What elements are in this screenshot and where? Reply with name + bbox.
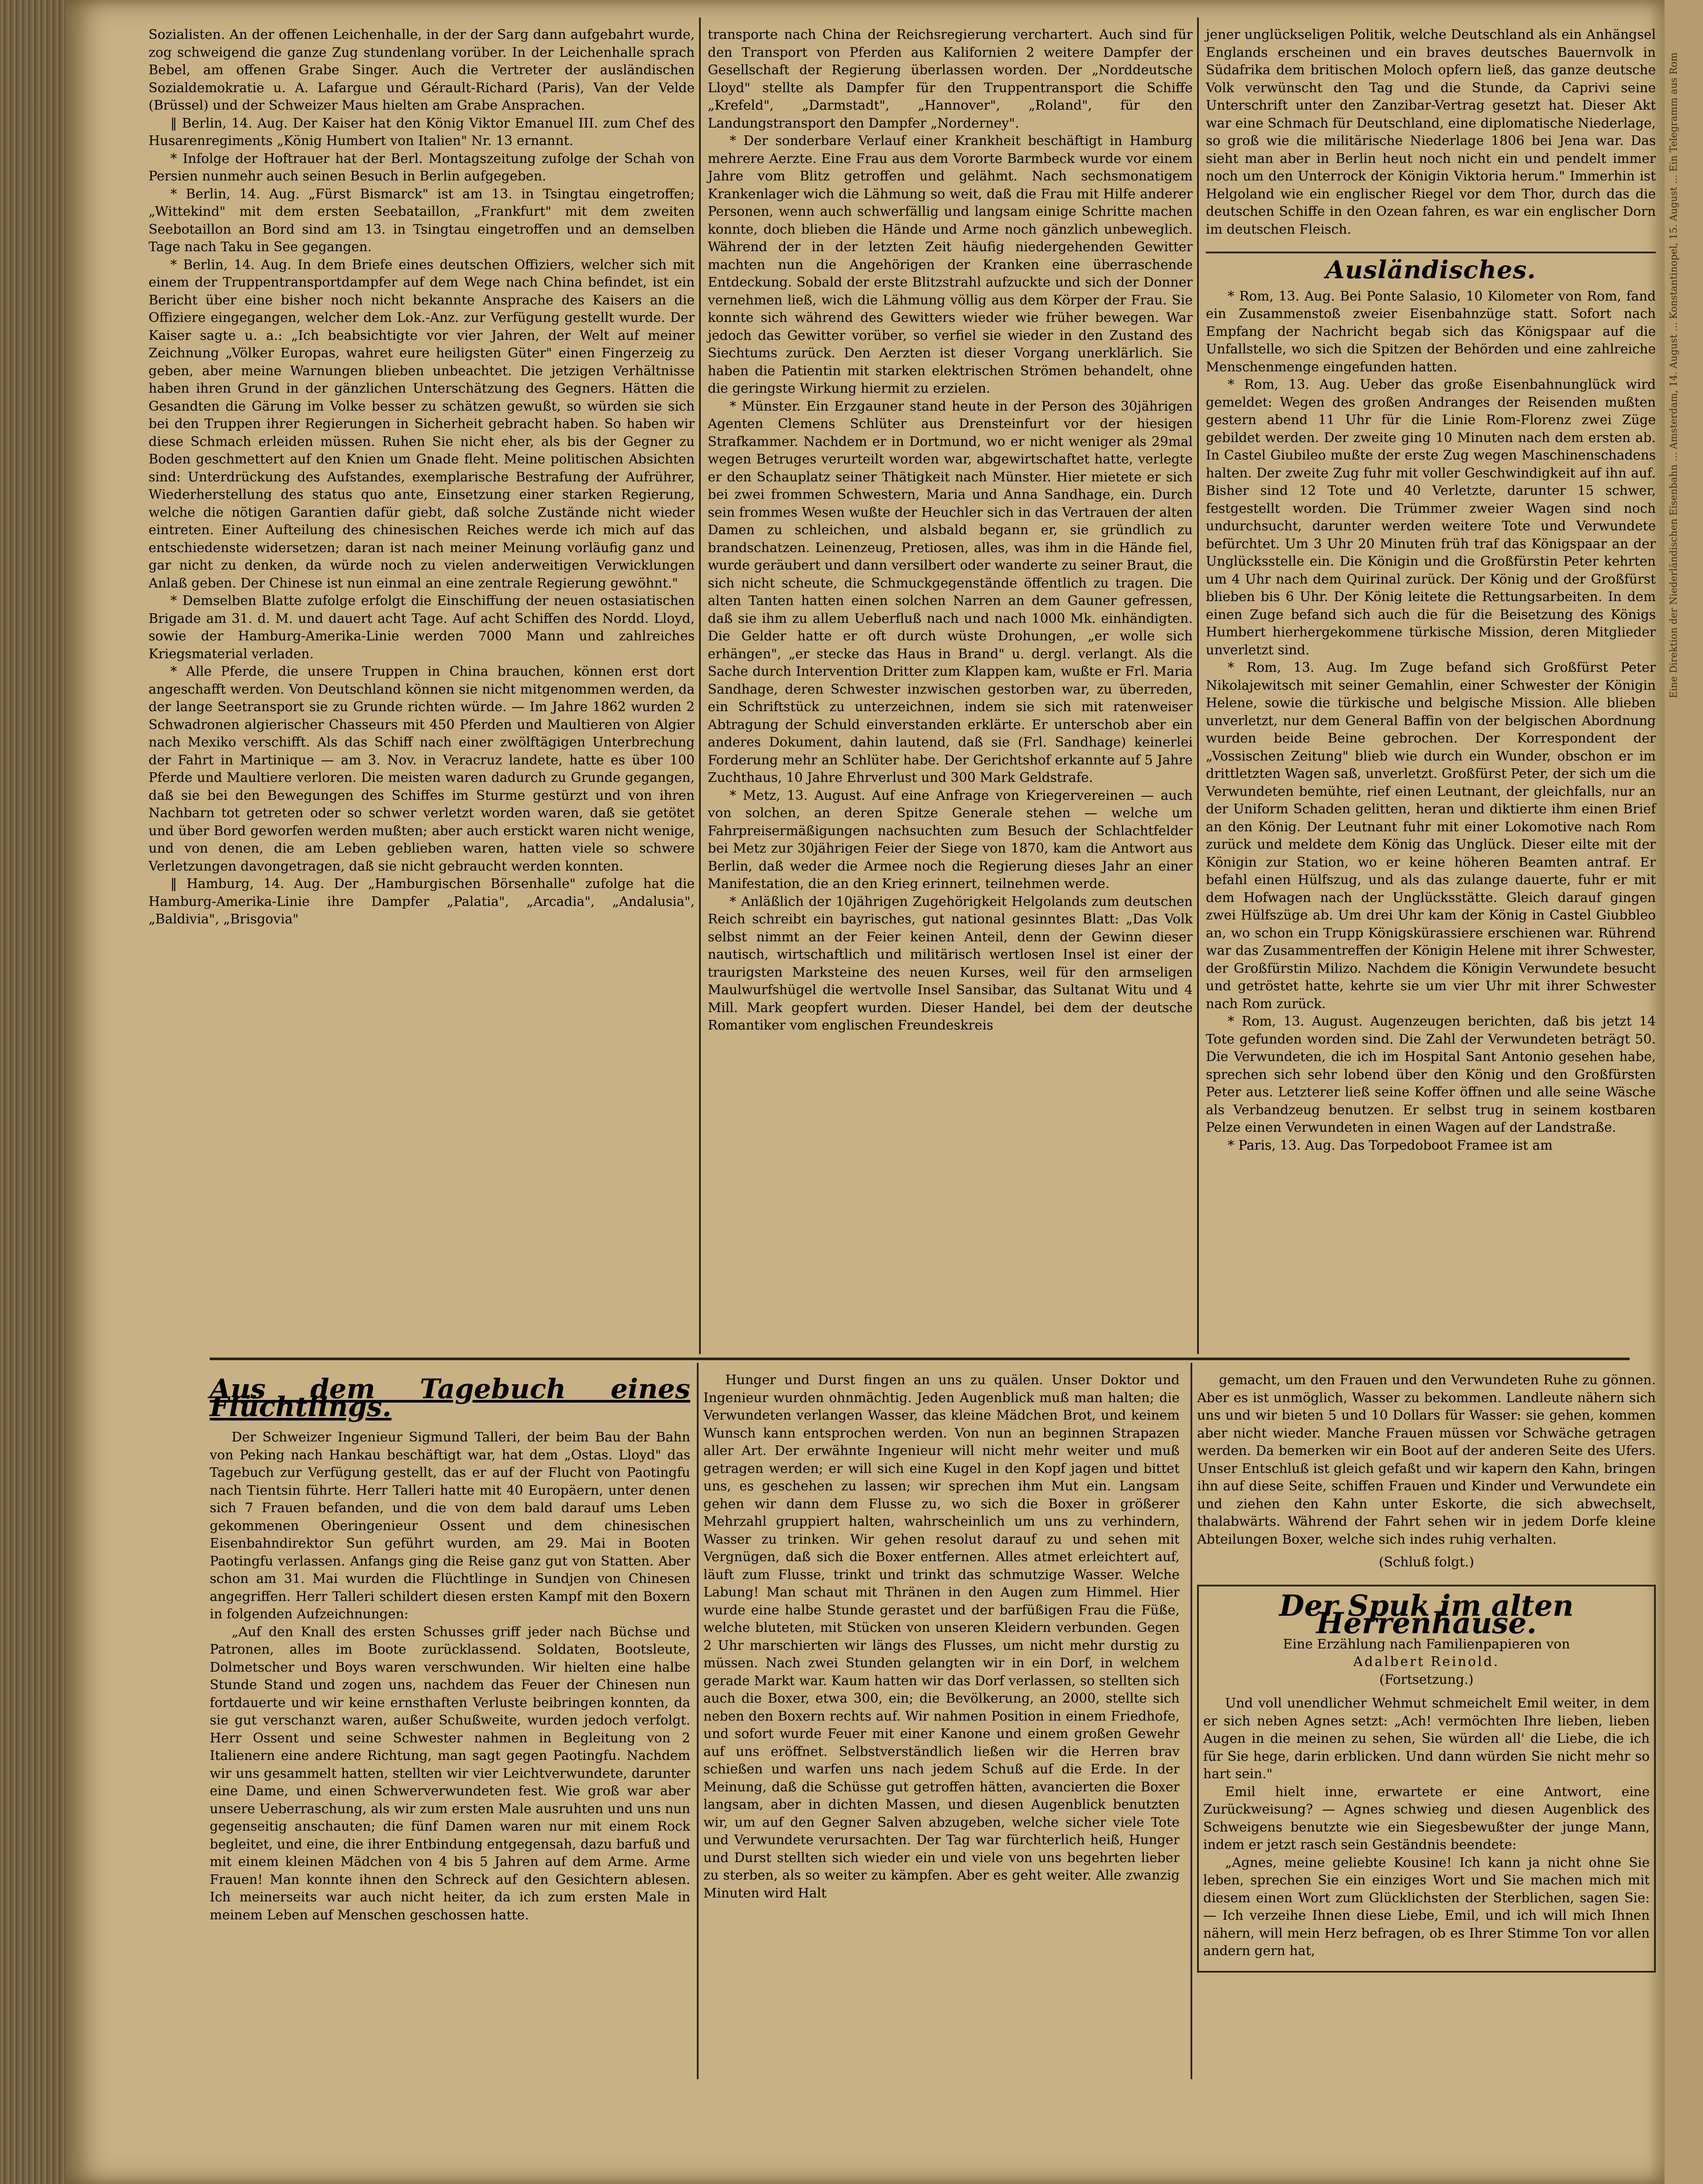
feuilleton-paragraph: gemacht, um den Frauen und den Verwundeten Ruhe zu gönnen. Aber es ist unmöglich, Wasser zu bekommen. Landleute nähern sich uns und wir bieten 5 und 10 Dollars für Wasser: sie gehen, kommen aber nicht wieder. Manche Frauen müssen vor Schwäche getragen werden. Da bemerken wir ein Boot auf der anderen Seite des Ufers. Unser Entschluß ist gleich gefaßt und wir kapern den Kahn, bringen ihn auf diese Seite, schiffen Frauen und Kinder und Verwundete ein und ziehen den Kahn unter Eskorte, die sich abwechselt, thalabwärts. Während der Fahrt sehen wir in jedem Dorfe kleine Abteilungen Boxer, welche sich indes ruhig verhalten. [1197, 1372, 1656, 1547]
news-column-2 [708, 26, 1193, 1035]
news-item: * Berlin, 14. Aug. „Fürst Bismarck" ist am 13. in Tsingtau eingetroffen; „Wittekind" mit dem ersten Seebataillon, „Frankfurt" mit dem zweiten Seebotaillon an Bord sind am 13. in Tsingtau eingetroffen und an demselben Tage nach Taku in See gegangen. [149, 186, 695, 255]
column-rule-4 [1191, 1363, 1192, 2079]
news-column-1 [149, 26, 695, 929]
adjacent-page-text: Eine Direktion der Niederländischen Eisenbahn ... Amsterdam, 14. August ... Konstantinopel, 15. August ... Ein Telegramm aus Rom [1668, 52, 1679, 698]
news-item: * Anläßlich der 10jährigen Zugehörigkeit Helgolands zum deutschen Reich schreibt ein bayrisches, gut national gesinntes Blatt: „Das Volk selbst nimmt an der Feier keinen Anteil, denn der Gewinn dieser nautisch, wirtschaftlich und militärisch wertlosen Insel ist einer der traurigsten Marksteine des neuen Kurses, weil für den armseligen Maulwurfshügel die wertvolle Insel Sansibar, das Sultanat Witu und 4 Mill. Mark geopfert wurden. Dieser Handel, bei dem der deutsche Romantiker vom englischen Freundeskreis [708, 894, 1193, 1033]
story-box [1197, 1585, 1656, 1973]
story-paragraph: „Agnes, meine geliebte Kousine! Ich kann ja nicht ohne Sie leben, sprechen Sie ein einziges Wort und Sie machen mich mit diesem einen Wort zum Glücklichsten der Sterblichen, sagen Sie: — Ich verzeihe Ihnen diese Liebe, Emil, und ich will mich Ihnen nähern, will mein Herz befragen, ob es Ihrer Stimme Ton vor allen andern gern hat, [1203, 1855, 1650, 1959]
news-item: Sozialisten. An der offenen Leichenhalle, in der der Sarg dann aufgebahrt wurde, zog schweigend die ganze Zug stundenlang vorüber. In der Leichenhalle sprach Bebel, am offenen Grabe Singer. Auch die Vertreter der ausländischen Sozialdemokratie u. A. Lafargue und Gérault-Richard (Paris), Van der Velde (Brüssel) und der Schweizer Maus hielten am Grabe Ansprachen. [149, 27, 695, 113]
news-item: ‖ Hamburg, 14. Aug. Der „Hamburgischen Börsenhalle" zufolge hat die Hamburg-Amerika-Linie ihre Dampfer „Palatia", „Arcadia", „Andalusia", „Baldivia", „Brisgovia" [149, 876, 695, 927]
news-item: * Berlin, 14. Aug. In dem Briefe eines deutschen Offiziers, welcher sich mit einem der Truppentransportdampfer auf dem Wege nach China befindet, ist ein Bericht über eine bisher noch nicht bekannte Ansprache des Kaisers an die Offiziere eingegangen, welcher dem Lok.-Anz. zur Verfügung gestellt wurde. Der Kaiser sagte u. a.: „Ich beabsichtigte vor vier Jahren, der Welt auf meiner Zeichnung „Völker Europas, wahret eure heiligsten Güter" einen Fingerzeig zu geben, aber meine Warnungen blieben unbeachtet. Die jetzigen Verhältnisse haben ihren Grund in der gänzlichen Unterschätzung des Gegners. Hätten die Gesandten die Gärung im Volke besser zu schätzen gewußt, so würden sie sich bei den Truppen ihrer Regierungen in Sicherheit gebracht haben. So haben wir diese Schmach erleiden müssen. Ruhen Sie nicht eher, als bis der Gegner zu Boden geschmettert auf den Knien um Gnade fleht. Meine politischen Absichten sind: Unterdrückung des Aufstandes, exemplarische Bestrafung der Aufrührer, Wiederherstellung des status quo ante, Einsetzung einer starken Regierung, welche die nötigen Garantien dafür giebt, daß solche Zustände nicht wieder eintreten. Einer Aufteilung des chinesischen Reiches werde ich mich auf das entschiedenste widersetzen; daran ist nach meiner Meinung vorläufig ganz und gar nicht zu denken, da würde noch zu vielen anderweitigen Verwicklungen Anlaß geben. Der Chinese ist nun einmal an eine zentrale Regierung gewöhnt." [149, 257, 695, 591]
news-item: * Rom, 13. Aug. Im Zuge befand sich Großfürst Peter Nikolajewitsch mit seiner Gemahlin, einer Schwester der Königin Helene, sowie die türkische und belgische Mission. Alle blieben unverletzt, nur dem General Baffin von der belgischen Abordnung wurden beide Beine gebrochen. Der Korrespondent der „Vossischen Zeitung" blieb wie durch ein Wunder, obschon er im drittletzten Wagen saß, unverletzt. Großfürst Peter, der sich um die Verwundeten bemühte, rief einen Leutnant, der gleichfalls, nur an der Uniform Schaden gelitten, heran und diktierte ihm einen Brief an den König. Der Leutnant fuhr mit einer Lokomotive nach Rom zurück und meldete dem König das Unglück. Dieser eilte mit der Königin zur Station, wo er keine höheren Beamten antraf. Er befahl einen Hülfszug, und als das zulange dauerte, fuhr er mit dem Hofwagen nach der Unglücksstätte. Gleich darauf gingen zwei Hülfszüge ab. Um drei Uhr kam der König in Castel Giubbleo an, wo schon ein Trupp Königskürassiere erschienen war. Rührend war das Zusammentreffen der Königin Helene mit ihrer Schwester, der Großfürstin Milizo. Nachdem die Königin Verwundete besucht und getröstet hatte, kehrte sie um vier Uhr mit ihrer Schwester nach Rom zurück. [1206, 660, 1656, 1012]
feuilleton-paragraph: Der Schweizer Ingenieur Sigmund Talleri, der beim Bau der Bahn von Peking nach Hankau beschäftigt war, hat dem „Ostas. Lloyd" das Tagebuch zur Verfügung gestellt, das er auf der Flucht von Paotingfu nach Tientsin führte. Herr Talleri hatte mit 40 Europäern, unter denen sich 7 Frauen befanden, und die von dem bald darauf ums Leben gekommenen Oberingenieur Ossent und dem chinesischen Eisenbahndirektor Sun geführt wurden, am 29. Mai in Booten Paotingfu verlassen. Anfangs ging die Reise ganz gut von Statten. Aber schon am 31. Mai wurden die Flüchtlinge in Sundjen von Chinesen angegriffen. Herr Talleri schildert diesen ersten Kampf mit den Boxern in folgenden Aufzeichnungen: [210, 1430, 690, 1622]
news-column-3 [1206, 26, 1656, 1154]
news-item: * Rom, 13. August. Augenzeugen berichten, daß bis jetzt 14 Tote gefunden worden sind. Die Zahl der Verwundeten beträgt 50. Die Verwundeten, die ich im Hospital Sant Antonio gesehen habe, sprechen sich sehr lobend über den König und den Großfürsten Peter aus. Letzterer ließ seine Koffer öffnen und alle seine Wäsche als Verbandzeug benutzen. Er selbst trug in seinem kostbaren Pelze einen Verwundeten in einen Wagen auf der Landstraße. [1206, 1014, 1656, 1135]
column-rule-3 [697, 1363, 699, 2079]
news-item: * Rom, 13. Aug. Ueber das große Eisenbahnunglück wird gemeldet: Wegen des großen Andranges der Reisenden mußten gestern abend 11 Uhr für die Linie Rom-Florenz zwei Züge gebildet werden. Der zweite ging 10 Minuten nach dem ersten ab. In Castel Giubileo mußte der erste Zug wegen Maschinenschadens halten. Der zweite Zug fuhr mit voller Geschwindigkeit auf ihn auf. Bisher sind 12 Tote und 40 Verletzte, darunter 15 schwer, festgestellt worden. Die Trümmer zweier Wagen sind noch undurchsucht, darunter werden weitere Tote und Verwundete befürchtet. Um 3 Uhr 20 Minuten früh traf das Königspaar an der Unglücksstelle ein. Die Königin und die Großfürstin Peter kehrten um 4 Uhr nach dem Quirinal zurück. Der König und der Großfürst blieben bis 6 Uhr. Der König leitete die Rettungsarbeiten. In dem einen Zuge befand sich auch die für die Beisetzung des Königs Humbert hierhergekommene türkische Mission, deren Mitglieder unverletzt sind. [1206, 377, 1656, 658]
news-item: * Infolge der Hoftrauer hat der Berl. Montagszeitung zufolge der Schah von Persien nunmehr auch seinen Besuch in Berlin aufgegeben. [149, 151, 695, 184]
section-title-ausland: Ausländisches. [1206, 252, 1656, 279]
news-item: * Münster. Ein Erzgauner stand heute in der Person des 30jährigen Agenten Clemens Schlüter aus Drensteinfurt vor der hiesigen Strafkammer. Nachdem er in Dortmund, wo er nicht weniger als 29mal wegen Betruges verurteilt worden war, abgewirtschaftet hatte, verlegte er den Schauplatz seiner Thätigkeit nach Münster. Hier mietete er sich bei zwei frommen Schwestern, Maria und Anna Sandhage, ein. Durch sein frommes Wesen wußte der Heuchler sich in das Vertrauen der alten Damen zu schleichen, und alsbald begann er, sie gründlich zu brandschatzen. Leinenzeug, Pretiosen, alles, was ihm in die Hände fiel, wurde geräubert und dann versilbert oder wanderte zu seiner Braut, die sich nicht scheute, die Schmuckgegenstände öffentlich zu tragen. Die alten Tanten hatten einen solchen Narren an dem Gauner gefressen, daß sie ihm zu allem Ueberfluß nach und nach 1000 Mk. einhändigten. Die Gelder hatte er oft durch wüste Drohungen, „er wolle sich erhängen", „er stecke das Haus in Brand" u. dergl. verlangt. Als die Sache durch Intervention Dritter zum Klappen kam, wußte er Frl. Maria Sandhage, deren Schwester inzwischen gestorben war, zu überreden, ein Schriftstück zu unterzeichnen, indem sie sich mit ratenweiser Abtragung der Schuld einverstanden erklärte. Er unterschob aber ein anderes Dokument, dahin lautend, daß sie (Frl. Sandhage) keinerlei Forderung mehr an Schlüter habe. Der Gerichtshof erkannte auf 5 Jahre Zuchthaus, 10 Jahre Ehrverlust und 300 Mark Geldstrafe. [708, 398, 1193, 785]
story-paragraph: Und voll unendlicher Wehmut schmeichelt Emil weiter, in dem er sich neben Agnes setzt: „Ach! vermöchten Ihre lieben, lieben Augen in die meinen zu sehen, Sie würden all' die Liebe, die ich für Sie hege, darin erblicken. Und dann würden Sie nicht mehr so hart sein." [1203, 1696, 1650, 1782]
news-item: * Metz, 13. August. Auf eine Anfrage von Kriegervereinen — auch von solchen, an deren Spitze Generale stehen — welche um Fahrpreisermäßigungen nachsuchten zum Besuch der Schlachtfelder bei Metz zur 30jährigen Feier der Siege von 1870, kam die Antwort aus Berlin, daß weder die Armee noch die Regierung dieses Jahr an einer Manifestation, die an den Krieg erinnert, teilnehmen werde. [708, 788, 1193, 892]
news-item: jener unglückseligen Politik, welche Deutschland als ein Anhängsel Englands erscheinen und ein braves deutsches Bauernvolk in Südafrika dem britischen Moloch opfern ließ, das ganze deutsche Volk verwünscht den Tag und die Stunde, da Caprivi seine Unterschrift unter den Zanzibar-Vertrag gesetzt hat. Dieser Akt war eine Schmach für Deutschland, eine diplomatische Niederlage, so groß wie die militärische Niederlage 1806 bei Jena war. Das sieht man aber in Berlin heut noch nicht ein und pendelt immer noch um den Unterrock der Königin Viktoria herum." Immerhin ist Helgoland wie ein englischer Riegel vor dem Thor, durch das die deutschen Schiffe in den Ozean fahren, es war ein englischer Dorn im deutschen Fleisch. [1206, 27, 1656, 237]
story-title: Der Spuk im alten Herrenhause. [1279, 1588, 1574, 1640]
continued-note: (Schluß folgt.) [1378, 1555, 1475, 1570]
feuilleton-column-1 [210, 1373, 690, 1924]
feuilleton-column-3 [1197, 1372, 1656, 1973]
story-continuation: (Fortsetzung.) [1379, 1672, 1474, 1687]
story-paragraph: Emil hielt inne, erwartete er eine Antwort, eine Zurückweisung? — Agnes schwieg und diesen Augenblick des Schweigens benutzte wie ein Siegesbewußter der junge Mann, indem er jetzt rasch sein Geständnis beendete: [1203, 1784, 1650, 1852]
news-item: transporte nach China der Reichsregierung verchartert. Auch sind für den Transport von Pferden aus Kalifornien 2 weitere Dampfer der Gesellschaft der Regierung überlassen worden. Der „Norddeutsche Lloyd" stellte als Dampfer für den Truppentransport die Schiffe „Krefeld", „Darmstadt", „Hannover", „Roland", für den Landungstransport den Dampfer „Norderney". [708, 27, 1193, 131]
news-item: * Paris, 13. Aug. Das Torpedoboot Framee ist am [1228, 1137, 1553, 1153]
news-item: * Der sonderbare Verlauf einer Krankheit beschäftigt in Hamburg mehrere Aerzte. Eine Frau aus dem Vororte Barmbeck wurde vor einem Jahre vom Blitz getroffen und gelähmt. Nach sechsmonatigem Krankenlager wich die Lähmung so weit, daß die Frau mit Hilfe anderer Personen, wenn auch schwerfällig und langsam einige Schritte machen konnte, doch blieben die Hände und Arme noch gänzlich unbeweglich. Während der in der letzten Zeit häufig niedergehenden Gewitter machten nun die Angehörigen der Kranken eine überraschende Entdeckung. Sobald der erste Blitzstrahl aufzuckte und sich der Donner vernehmen ließ, wich die Lähmung völlig aus dem Körper der Frau. Sie konnte sich während des Gewitters wieder wie früher bewegen. War jedoch das Gewitter vorüber, so verfiel sie wieder in den Zustand des Siechtums zurück. Den Aerzten ist dieser Vorgang unerklärlich. Sie haben die Patientin mit starken elektrischen Strömen behandelt, ohne die geringste Wirkung hiermit zu erzielen. [708, 133, 1193, 396]
news-item: * Demselben Blatte zufolge erfolgt die Einschiffung der neuen ostasiatischen Brigade am 31. d. M. und dauert acht Tage. Auf acht Schiffen des Nordd. Lloyd, sowie der Hamburg-Amerika-Linie werden 7000 Mann und zahlreiches Kriegsmaterial verladen. [149, 593, 695, 662]
feuilleton-paragraph: Hunger und Durst fingen an uns zu quälen. Unser Doktor und Ingenieur wurden ohnmächtig. Jeden Augenblick muß man halten; die Verwundeten verlangen Wasser, das kleine Mädchen Brot, und keinem Wunsch kann entsprochen werden. Von nun an beginnen Strapazen aller Art. Der erwähnte Ingenieur will nicht mehr weiter und muß getragen werden; er will sich eine Kugel in den Kopf jagen und bittet uns, es geschehen zu lassen; wir sprechen ihm Mut ein. Langsam gehen wir dann dem Flusse zu, wo sich die Boxer in größerer Mehrzahl gruppiert halten, wahrscheinlich um uns zu verhindern, Wasser zu trinken. Wir gehen resolut darauf zu und sehen mit Vergnügen, daß sich die Boxer entfernen. Alles atmet erleichtert auf, läuft zum Flusse, trinkt und trinkt das schmutzige Wasser. Welche Labung! Man schaut mit Thränen in den Augen zum Himmel. Hier wurde eine halbe Stunde gerastet und der barfüßigen Frau die Füße, welche bluteten, mit Stücken von unseren Kleidern verbunden. Gegen 2 Uhr marschierten wir längs des Flusses, um nicht mehr durstig zu müssen. Nach zwei Stunden gelangten wir in ein Dorf, in welchem gerade Markt war. Kaum hatten wir das Dorf verlassen, so stellten sich auch die Boxer, etwa 300, ein; die Bevölkerung, an 2000, stellte sich neben den Boxern rechts auf. Wir nahmen Position in einem Friedhofe, und sofort wurde Feuer mit einer Kanone und einem großen Gewehr auf uns eröffnet. Selbstverständlich ließen wir die Herren brav schießen und warfen uns nach jedem Schuß auf die Erde. In der Meinung, daß die Schüsse gut getroffen hätten, avancierten die Boxer langsam, aber in dichten Massen, und diesen Augenblick benutzten wir, um auf den Gegner Salven abzugeben, welche sicher viele Tote und Verwundete verursachten. Der Tag war fürchterlich heiß, Hunger und Durst stellten sich wieder ein und viele von uns begehrten lieber zu sterben, als so weiter zu kämpfen. Aber es geht weiter. Alle zwanzig Minuten wird Halt [703, 1372, 1180, 1901]
feuilleton-column-2 [703, 1372, 1180, 1902]
news-item: ‖ Berlin, 14. Aug. Der Kaiser hat den König Viktor Emanuel III. zum Chef des Husarenregiments „König Humbert von Italien" Nr. 13 ernannt. [149, 115, 695, 149]
column-rule-1 [699, 17, 701, 1354]
news-item: * Alle Pferde, die unsere Truppen in China brauchen, können erst dort angeschafft werden. Von Deutschland können sie nicht mitgenommen werden, da der lange Seetransport sie zu Grunde richten würde. — Im Jahre 1862 wurden 2 Schwadronen algierischer Chasseurs mit 450 Pferden und Maultieren von Algier nach Mexiko verschifft. Als das Schiff nach einer zwölftägigen Unterbrechung der Fahrt in Martinique — am 3. Nov. in Veracruz landete, hatte es über 100 Pferde und Maultiere verloren. Die meisten waren dadurch zu Grunde gegangen, daß sie bei den Bewegungen des Schiffes im Sturme gestürzt und von ihren Nachbarn tot getreten oder so schwer verletzt worden waren, daß sie getötet und über Bord geworfen werden mußten; aber auch erstickt waren nicht wenige, und von denen, die am Leben geblieben waren, hatten viele so schwere Verletzungen davongetragen, daß sie nicht gebraucht werden konnten. [149, 664, 695, 874]
feuilleton-paragraph: „Auf den Knall des ersten Schusses griff jeder nach Büchse und Patronen, alles im Boote zurücklassend. Soldaten, Bootsleute, Dolmetscher und Boys waren verschwunden. Wir hielten eine halbe Stunde Stand und zogen uns, nachdem das Feuer der Chinesen nun fortdauerte und wir keine ernsthaften Verluste beibringen konnten, da sie gut verschanzt waren, außer Schußweite, wurden jedoch verfolgt. Herr Ossent und seine Schwester nahmen in Begleitung von 2 Italienern eine andere Richtung, man sagt gegen Paotingfu. Nachdem wir uns gesammelt hatten, stellten wir vier Leichtverwundete, darunter eine Dame, und einen Schwerverwundeten fest. Wie groß war aber unsere Ueberraschung, als wir zum ersten Male ausruhten und uns nun gegenseitig anschauten; die fünf Damen waren nur mit einem Rock begleitet, und eine, die ihrer Entbindung entgegensah, dazu barfuß und mit einem kleinen Mädchen von 4 bis 5 Jahren auf dem Arme. Arme Frauen! Man konnte ihnen den Schreck auf den Gesichtern ablesen. Ich meinerseits war auch nicht heiter, da ich zum ersten Male in meinem Leben auf Menschen geschossen hatte. [210, 1624, 690, 1923]
story-author: Adalbert Reinold. [1353, 1654, 1500, 1669]
news-item: * Rom, 13. Aug. Bei Ponte Salasio, 10 Kilometer von Rom, fand ein Zusammenstoß zweier Eisenbahnzüge statt. Sofort nach Empfang der Nachricht begab sich das Königspaar auf die Unfallstelle, wo sich die Spitzen der Behörden und eine zahlreiche Menschenmenge eingefunden hatten. [1206, 288, 1656, 375]
section-divider [210, 1358, 1630, 1360]
column-rule-2 [1197, 17, 1199, 1354]
story-subtitle: Eine Erzählung nach Familienpapieren von [1283, 1636, 1570, 1652]
adjacent-page-strip [1665, 0, 1703, 2184]
feuilleton-title: Aus dem Tagebuch eines Flüchtlings. [210, 1373, 690, 1423]
